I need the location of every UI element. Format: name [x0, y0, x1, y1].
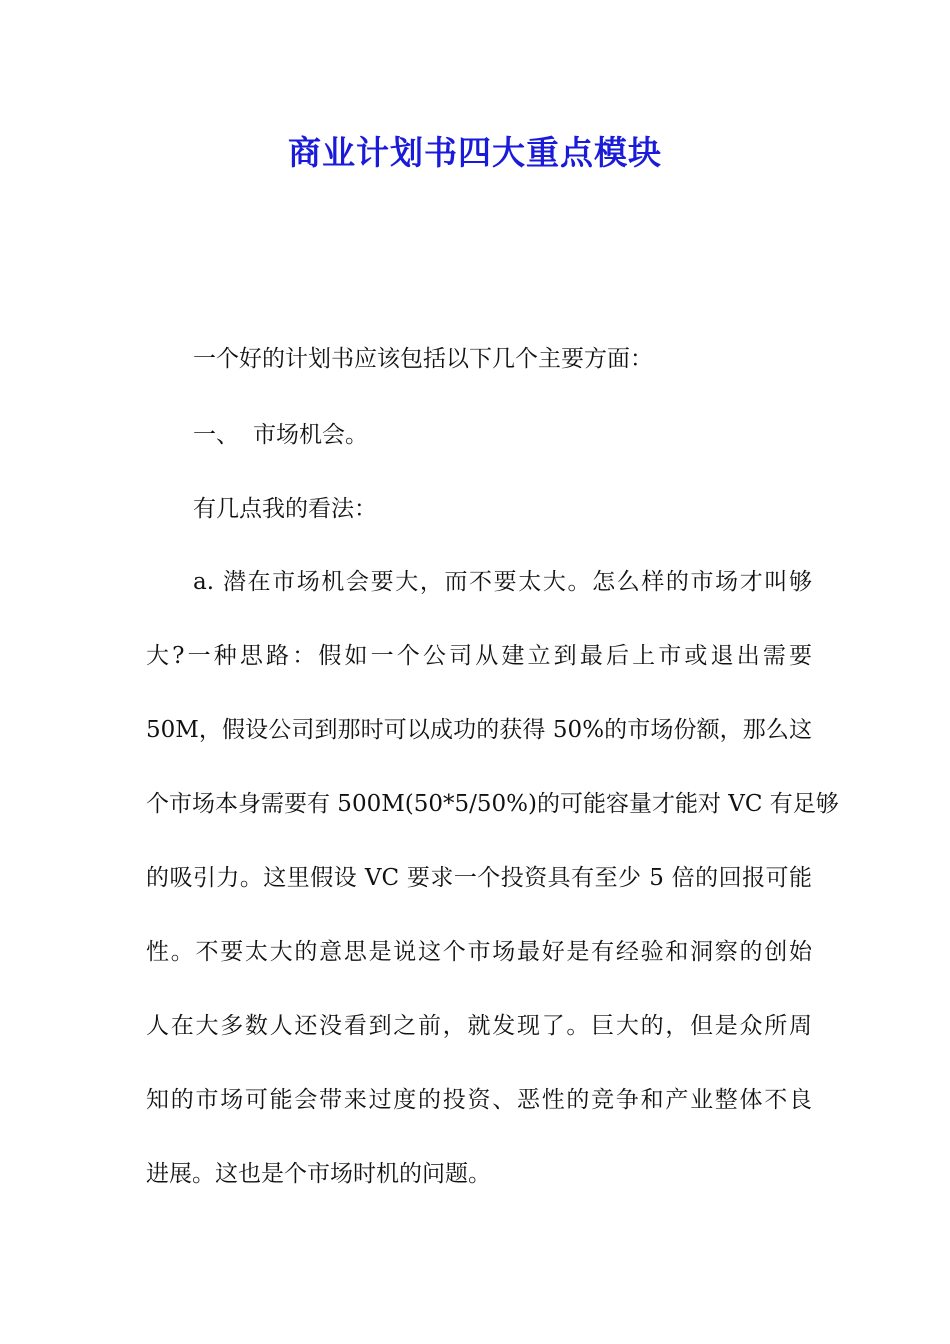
- section-title: 市场机会。: [253, 422, 368, 448]
- intro-paragraph: 一个好的计划书应该包括以下几个主要方面：: [193, 346, 653, 372]
- paragraph-line: 50M，假设公司到那时可以成功的获得 50%的市场份额，那么这: [146, 717, 812, 743]
- paragraph-line: 性。不要太大的意思是说这个市场最好是有经验和洞察的创始: [146, 939, 812, 965]
- opinion-lead: 有几点我的看法：: [193, 496, 377, 522]
- section-number: 一、: [193, 422, 239, 448]
- paragraph-line: 知的市场可能会带来过度的投资、恶性的竞争和产业整体不良: [146, 1087, 812, 1113]
- paragraph-line: 个市场本身需要有 500M(50*5/50%)的可能容量才能对 VC 有足够: [146, 791, 839, 817]
- paragraph-line: 的吸引力。这里假设 VC 要求一个投资具有至少 5 倍的回报可能: [146, 865, 812, 891]
- paragraph-line: 人在大多数人还没看到之前，就发现了。巨大的，但是众所周: [146, 1013, 812, 1039]
- section-heading: [193, 398, 812, 472]
- paragraph-line: 大?一种思路：假如一个公司从建立到最后上市或退出需要: [146, 643, 812, 669]
- paragraph-a: [146, 545, 839, 1211]
- document-title: 商业计划书四大重点模块: [288, 133, 662, 172]
- paragraph-line: 进展。这也是个市场时机的问题。: [146, 1161, 491, 1187]
- paragraph-line: a. 潜在市场机会要大，而不要太大。怎么样的市场才叫够: [193, 569, 812, 595]
